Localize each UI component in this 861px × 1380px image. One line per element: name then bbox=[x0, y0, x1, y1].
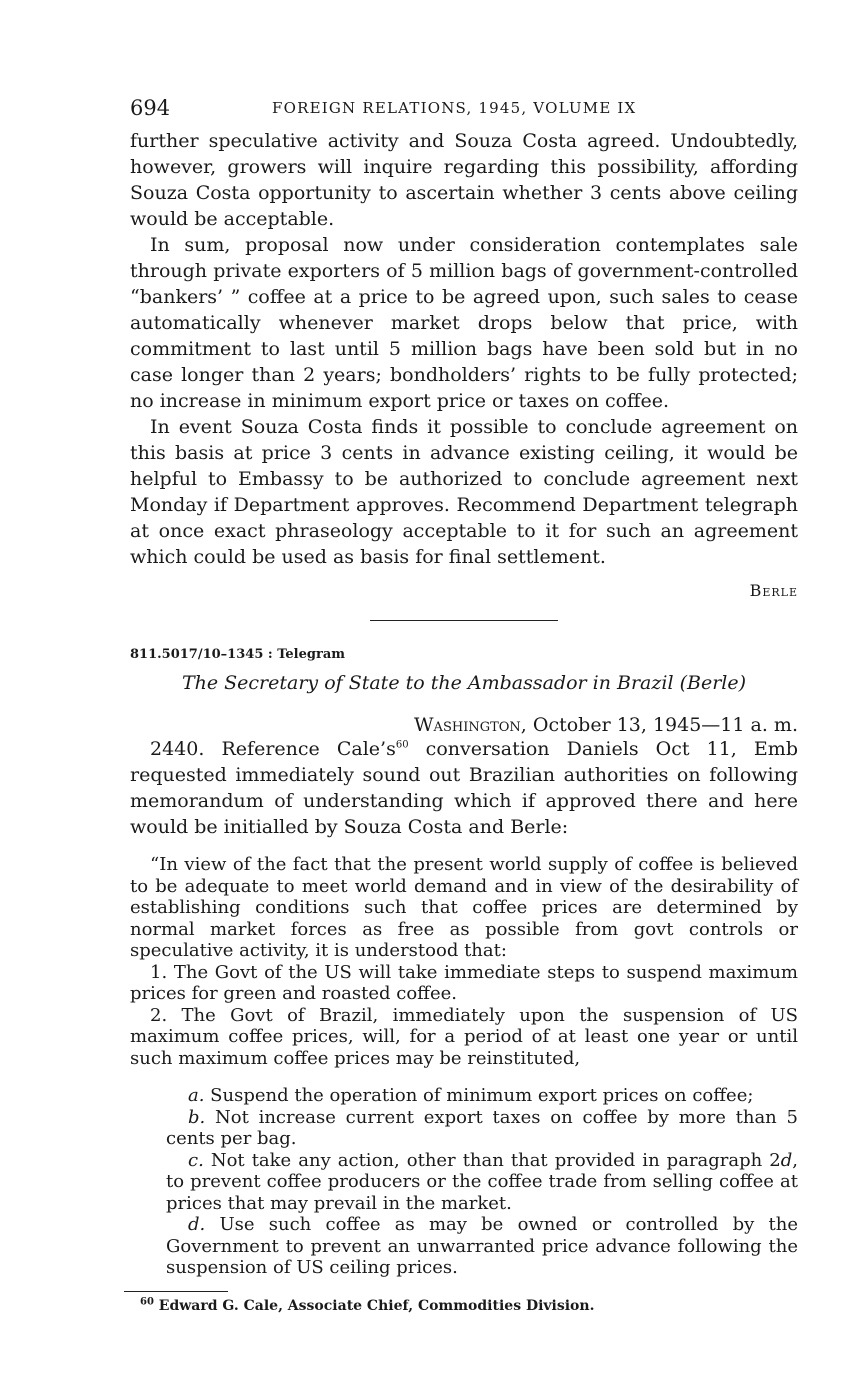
footnote-text: Edward G. Cale, Associate Chief, Commodities Division. bbox=[153, 1297, 595, 1314]
sub-item-text: Use such coffee as may be owned or controlled by the Government to prevent an unwarranted price advance following the suspension of US ceiling prices. bbox=[166, 1214, 798, 1278]
sub-item-ref: d bbox=[780, 1149, 793, 1171]
paragraph-continuation: further speculative activity and Souza Costa agreed. Undoubtedly, however, growers will inquire regarding this possibility, affording Souza Costa opportunity to ascertain whether 3 cents above ceiling would be acceptable. bbox=[130, 130, 798, 230]
section-divider bbox=[370, 620, 558, 621]
sub-item-text-cont: , to prevent coffee producers or the coffee trade from selling coffee at prices that may prevail in the market. bbox=[166, 1149, 798, 1214]
sub-item-letter: b. bbox=[188, 1106, 206, 1128]
footnote-number: 60 bbox=[140, 1295, 154, 1307]
sub-item-letter: d. bbox=[188, 1214, 206, 1235]
document-title bbox=[130, 672, 798, 694]
memo-sub-item-b bbox=[166, 1107, 798, 1150]
footnote-60 bbox=[140, 1295, 798, 1314]
sub-item-text: Not take any action, other than that provided in paragraph 2 bbox=[203, 1149, 781, 1171]
signature-berle: Berle bbox=[749, 581, 798, 600]
sub-item-text: Suspend the operation of minimum export prices on coffee; bbox=[204, 1085, 754, 1106]
memo-point-2: 2. The Govt of Brazil, immediately upon the suspension of US maximum coffee prices, will, for a period of at least one year or until such maximum coffee prices may be reinstituted, bbox=[130, 1004, 798, 1069]
title-recipient: (Berle) bbox=[679, 672, 747, 694]
paragraph-recommendation: In event Souza Costa finds it possible to conclude agreement on this basis at price 3 cents in advance existing ceiling, it would be helpful to Embassy to be authorized to conclude agreement next Monday if Department approves. Recommend Department telegraph at once exact phraseology acceptable to it for such an agreement which could be used as basis for final settlement. bbox=[130, 416, 798, 568]
dateline-place: Washington bbox=[414, 714, 521, 736]
telegram-intro bbox=[130, 736, 798, 840]
document-page bbox=[130, 96, 798, 1314]
memo-sub-item-d bbox=[166, 1214, 798, 1279]
title-main: The Secretary of State to the Ambassador in Brazil bbox=[181, 672, 674, 694]
footnote-ref: 60 bbox=[395, 739, 409, 751]
intro-before-ref: 2440. Reference Cale’s bbox=[150, 738, 396, 760]
memo-point-1: 1. The Govt of the US will take immediate steps to suspend maximum prices for green and roasted coffee. bbox=[130, 961, 798, 1004]
memo-sub-item-a bbox=[166, 1085, 798, 1107]
sub-item-text: Not increase current export taxes on coffee by more than 5 cents per bag. bbox=[166, 1106, 798, 1149]
page-number: 694 bbox=[130, 96, 171, 120]
memo-intro: “In view of the fact that the present world supply of coffee is believed to be adequate to meet world demand and in view of the desirability of establishing conditions such that coffee prices are determined by normal market forces as free as possible from govt controls or speculative activity, it is understood that: bbox=[130, 854, 798, 961]
sub-item-letter: c. bbox=[188, 1149, 204, 1171]
memo-sub-item-c bbox=[166, 1150, 798, 1215]
dateline bbox=[130, 714, 798, 736]
footnote-divider bbox=[124, 1291, 228, 1292]
intro-after-ref: conversation Daniels Oct 11, Emb requested immediately sound out Brazilian authorities on following memorandum of understanding which if approved there and here would be initialled by Souza Costa and Berle: bbox=[130, 738, 798, 838]
dateline-date: , October 13, 1945—11 a. m. bbox=[520, 714, 798, 736]
page-header bbox=[130, 96, 798, 128]
sub-item-letter: a. bbox=[188, 1085, 205, 1106]
running-head: FOREIGN RELATIONS, 1945, VOLUME IX bbox=[272, 99, 637, 117]
paragraph-summary: In sum, proposal now under consideration contemplates sale through private exporters of 5 million bags of government-controlled “bankers’ ” coffee at a price to be agreed upon, such sales to cease automatically whenever market drops below that price, with commitment to last until 5 million bags have been sold but in no case longer than 2 years; bondholders’ rights to be fully protected; no increase in minimum export price or taxes on coffee. bbox=[130, 234, 798, 412]
file-reference: 811.5017/10–1345 : Telegram bbox=[130, 647, 345, 662]
